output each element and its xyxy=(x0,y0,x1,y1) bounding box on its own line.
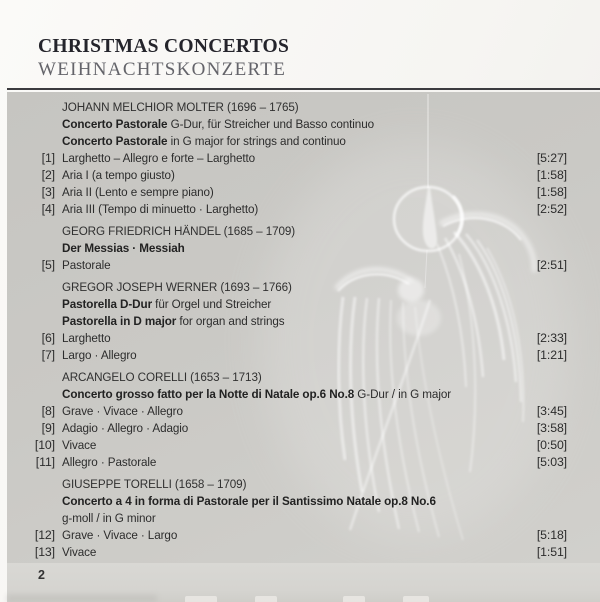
work-title-line xyxy=(62,116,567,133)
track-title xyxy=(55,527,537,544)
track-row xyxy=(30,184,567,201)
track-title xyxy=(55,201,537,218)
work-section xyxy=(30,476,567,561)
work-title-segment: in G major for strings and continuo xyxy=(167,134,346,148)
page-title: CHRISTMAS CONCERTOS xyxy=(38,36,290,57)
work-title-line xyxy=(62,296,567,313)
track-duration: [1:21] xyxy=(536,348,567,362)
work-title-text xyxy=(62,133,346,150)
work-title-segment: g-moll / in G minor xyxy=(62,511,156,525)
track-title xyxy=(55,167,537,184)
track-title xyxy=(55,403,537,420)
track-duration: [1:58] xyxy=(536,168,567,182)
track-row xyxy=(30,454,567,471)
track-duration: [3:58] xyxy=(536,421,567,435)
track-number: [3] xyxy=(41,185,55,199)
header-divider xyxy=(7,88,600,90)
track-number: [2] xyxy=(41,168,55,182)
work-title-text xyxy=(62,313,285,330)
scan-artifact xyxy=(255,596,277,602)
track-duration: [5:03] xyxy=(536,455,567,469)
track-duration: [2:33] xyxy=(536,331,567,345)
track-title-text: Aria I (a tempo giusto) xyxy=(62,168,175,182)
track-title xyxy=(55,544,537,561)
track-duration: [1:51] xyxy=(536,545,567,559)
page-header xyxy=(38,35,289,81)
work-section xyxy=(30,223,567,274)
track-number: [12] xyxy=(34,528,55,542)
track-title-text: Larghetto – Allegro e forte – Larghetto xyxy=(62,151,256,165)
track-title xyxy=(55,454,537,471)
track-row xyxy=(30,257,567,274)
work-title-line xyxy=(62,133,567,150)
composer-name-text: JOHANN MELCHIOR MOLTER (1696 – 1765) xyxy=(62,100,299,114)
track-duration: [1:58] xyxy=(536,185,567,199)
work-title-text xyxy=(62,240,185,257)
work-title-bold-segment: Pastorella D-Dur xyxy=(62,297,153,311)
track-title-text: Pastorale xyxy=(62,258,111,272)
track-number: [7] xyxy=(41,348,55,362)
composer-name xyxy=(62,99,567,116)
track-row xyxy=(30,527,567,544)
work-title-bold-segment: Concerto a 4 in forma di Pastorale per il Santissimo Natale op.8 No.6 xyxy=(62,494,436,508)
work-section xyxy=(30,369,567,471)
track-number: [10] xyxy=(34,438,55,452)
composer-name-text: GREGOR JOSEPH WERNER (1693 – 1766) xyxy=(62,280,292,294)
track-title-text: Adagio · Allegro · Adagio xyxy=(62,421,189,435)
work-title-text xyxy=(62,510,156,527)
scan-artifact xyxy=(343,596,365,602)
work-title-segment: G-Dur, für Streicher und Basso continuo xyxy=(167,117,375,131)
composer-name-text: GEORG FRIEDRICH HÄNDEL (1685 – 1709) xyxy=(62,224,296,238)
track-duration: [0:50] xyxy=(536,438,567,452)
track-duration: [2:52] xyxy=(536,202,567,216)
work-title-bold-segment: Concerto Pastorale xyxy=(62,134,168,148)
track-row xyxy=(30,347,567,364)
work-title-text xyxy=(62,493,436,510)
track-title-text: Larghetto xyxy=(62,331,111,345)
track-duration: [5:18] xyxy=(536,528,567,542)
track-title-text: Vivace xyxy=(62,438,97,452)
track-number: [11] xyxy=(35,455,55,469)
page-number: 2 xyxy=(38,568,45,582)
composer-name-text: ARCANGELO CORELLI (1653 – 1713) xyxy=(62,370,262,384)
work-title-text xyxy=(62,296,271,313)
track-title xyxy=(55,347,537,364)
track-row xyxy=(30,420,567,437)
track-title xyxy=(55,184,537,201)
track-row xyxy=(30,330,567,347)
track-title-text: Allegro · Pastorale xyxy=(62,455,157,469)
composer-name xyxy=(62,223,567,240)
track-title-text: Grave · Vivace · Allegro xyxy=(62,404,183,418)
scan-artifact xyxy=(403,596,429,602)
track-title-text: Aria III (Tempo di minuetto · Larghetto) xyxy=(62,202,259,216)
scan-artifact xyxy=(185,596,217,602)
track-row xyxy=(30,403,567,420)
work-title-line xyxy=(62,510,567,527)
track-number: [8] xyxy=(41,404,55,418)
track-title xyxy=(55,150,537,167)
track-row xyxy=(30,201,567,218)
track-row xyxy=(30,150,567,167)
track-duration: [2:51] xyxy=(536,258,567,272)
footer-strip xyxy=(7,563,600,602)
track-number: [6] xyxy=(41,331,55,345)
work-title-line xyxy=(62,386,567,403)
track-title-text: Aria II (Lento e sempre piano) xyxy=(62,185,214,199)
work-title-line xyxy=(62,240,567,257)
work-title-bold-segment: Der Messias · Messiah xyxy=(62,241,185,255)
track-number: [13] xyxy=(34,545,55,559)
tracklist-panel xyxy=(7,92,600,563)
track-row xyxy=(30,437,567,454)
track-title xyxy=(55,420,537,437)
composer-name-text: GIUSEPPE TORELLI (1658 – 1709) xyxy=(62,477,247,491)
page-subtitle: WEIHNACHTSKONZERTE xyxy=(38,59,287,80)
track-duration: [3:45] xyxy=(536,404,567,418)
work-title-bold-segment: Pastorella in D major xyxy=(62,314,177,328)
track-number: [9] xyxy=(41,421,55,435)
work-title-text xyxy=(62,116,374,133)
track-row xyxy=(30,544,567,561)
work-title-segment: for organ and strings xyxy=(176,314,285,328)
track-title-text: Grave · Vivace · Largo xyxy=(62,528,178,542)
work-title-text xyxy=(62,386,451,403)
composer-name xyxy=(62,476,567,493)
work-title-segment: G-Dur / in G major xyxy=(354,387,452,401)
track-number: [5] xyxy=(41,258,55,272)
scan-shadow xyxy=(7,595,157,602)
track-number: [1] xyxy=(41,151,55,165)
track-number: [4] xyxy=(41,202,55,216)
track-title xyxy=(55,257,537,274)
work-title-line xyxy=(62,313,567,330)
composer-name xyxy=(62,369,567,386)
tracklist xyxy=(7,92,600,561)
track-title-text: Largo · Allegro xyxy=(62,348,137,362)
track-duration: [5:27] xyxy=(536,151,567,165)
track-row xyxy=(30,167,567,184)
work-title-bold-segment: Concerto Pastorale xyxy=(62,117,168,131)
work-title-bold-segment: Concerto grosso fatto per la Notte di Natale op.6 No.8 xyxy=(62,387,355,401)
work-title-line xyxy=(62,493,567,510)
track-title-text: Vivace xyxy=(62,545,97,559)
work-section xyxy=(30,99,567,218)
composer-name xyxy=(62,279,567,296)
work-title-segment: für Orgel und Streicher xyxy=(152,297,272,311)
track-title xyxy=(55,437,537,454)
track-title xyxy=(55,330,537,347)
work-section xyxy=(30,279,567,364)
